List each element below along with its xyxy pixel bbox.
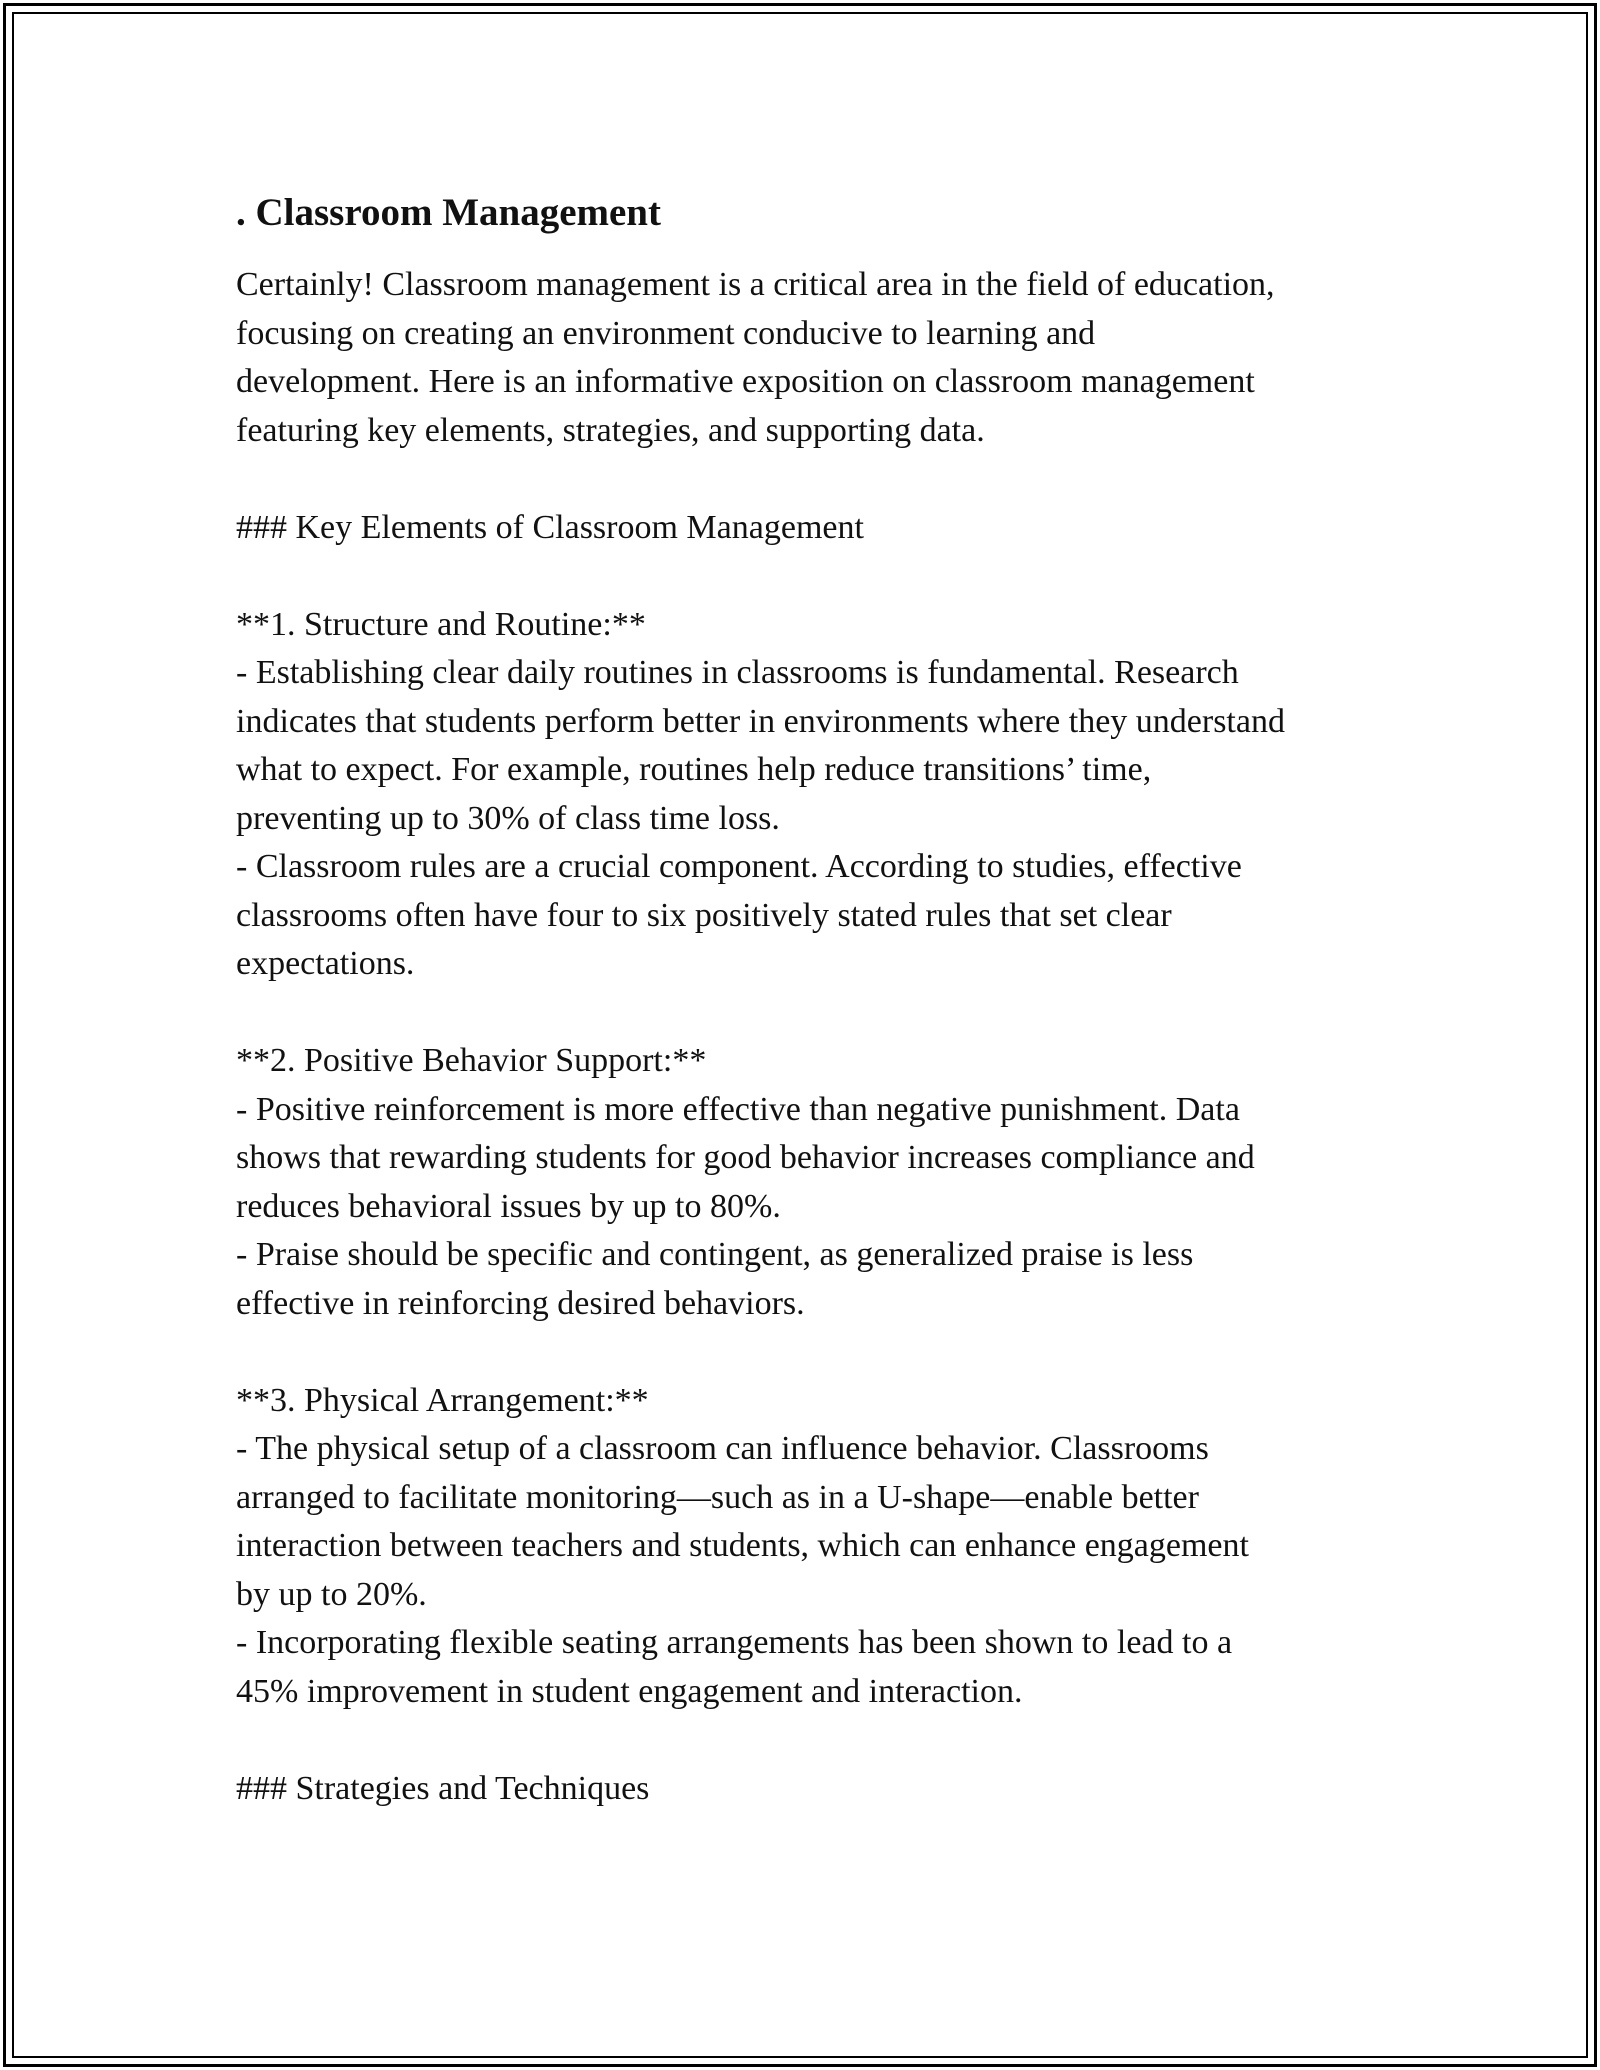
item-line: preventing up to 30% of class time loss. [236,799,780,837]
document-body [236,185,1416,1813]
intro-line: development. Here is an informative exposition on classroom management [236,363,1255,400]
item-line: arranged to facilitate monitoring—such as in a U-shape—enable better [236,1478,1199,1516]
item-line: what to expect. For example, routines help reduce transitions’ time, [236,751,1152,788]
spacer [236,455,1416,504]
spacer [236,552,1416,601]
item-line: interaction between teachers and students, which can enhance engagement [236,1527,1249,1564]
item-line: - Establishing clear daily routines in classrooms is fundamental. Research [236,654,1239,691]
item-heading: **1. Structure and Routine:** [236,605,646,643]
item-line: reduces behavioral issues by up to 80%. [236,1187,781,1225]
intro-line: Certainly! Classroom management is a critical area in the field of education, [236,266,1275,303]
item-line: classrooms often have four to six positively stated rules that set clear [236,896,1172,934]
spacer [236,989,1416,1038]
item-physical-arrangement [236,1377,1416,1717]
intro-paragraph [236,261,1416,455]
item-line: by up to 20%. [236,1575,427,1613]
document-title: . Classroom Management [236,191,661,234]
item-line: - Positive reinforcement is more effective than negative punishment. Data [236,1090,1240,1128]
intro-line: featuring key elements, strategies, and supporting data. [236,411,985,449]
item-line: - The physical setup of a classroom can influence behavior. Classrooms [236,1430,1209,1467]
spacer [236,1716,1416,1765]
item-heading: **3. Physical Arrangement:** [236,1381,649,1419]
item-positive-behavior [236,1037,1416,1328]
spacer [236,1328,1416,1377]
item-line: - Praise should be specific and contingent, as generalized praise is less [236,1236,1194,1273]
item-line: - Classroom rules are a crucial component. According to studies, effective [236,848,1242,885]
item-heading: **2. Positive Behavior Support:** [236,1042,707,1079]
item-structure-routine [236,601,1416,989]
intro-line: focusing on creating an environment conducive to learning and [236,314,1096,352]
item-line: effective in reinforcing desired behaviors. [236,1284,805,1322]
item-line: shows that rewarding students for good behavior increases compliance and [236,1139,1255,1176]
section-heading-strategies: ### Strategies and Techniques [236,1769,650,1807]
item-line: 45% improvement in student engagement and interaction. [236,1672,1023,1710]
item-line: indicates that students perform better in environments where they understand [236,702,1285,740]
item-line: expectations. [236,945,415,982]
item-line: - Incorporating flexible seating arrangements has been shown to lead to a [236,1624,1233,1661]
section-heading-key-elements: ### Key Elements of Classroom Management [236,508,864,546]
